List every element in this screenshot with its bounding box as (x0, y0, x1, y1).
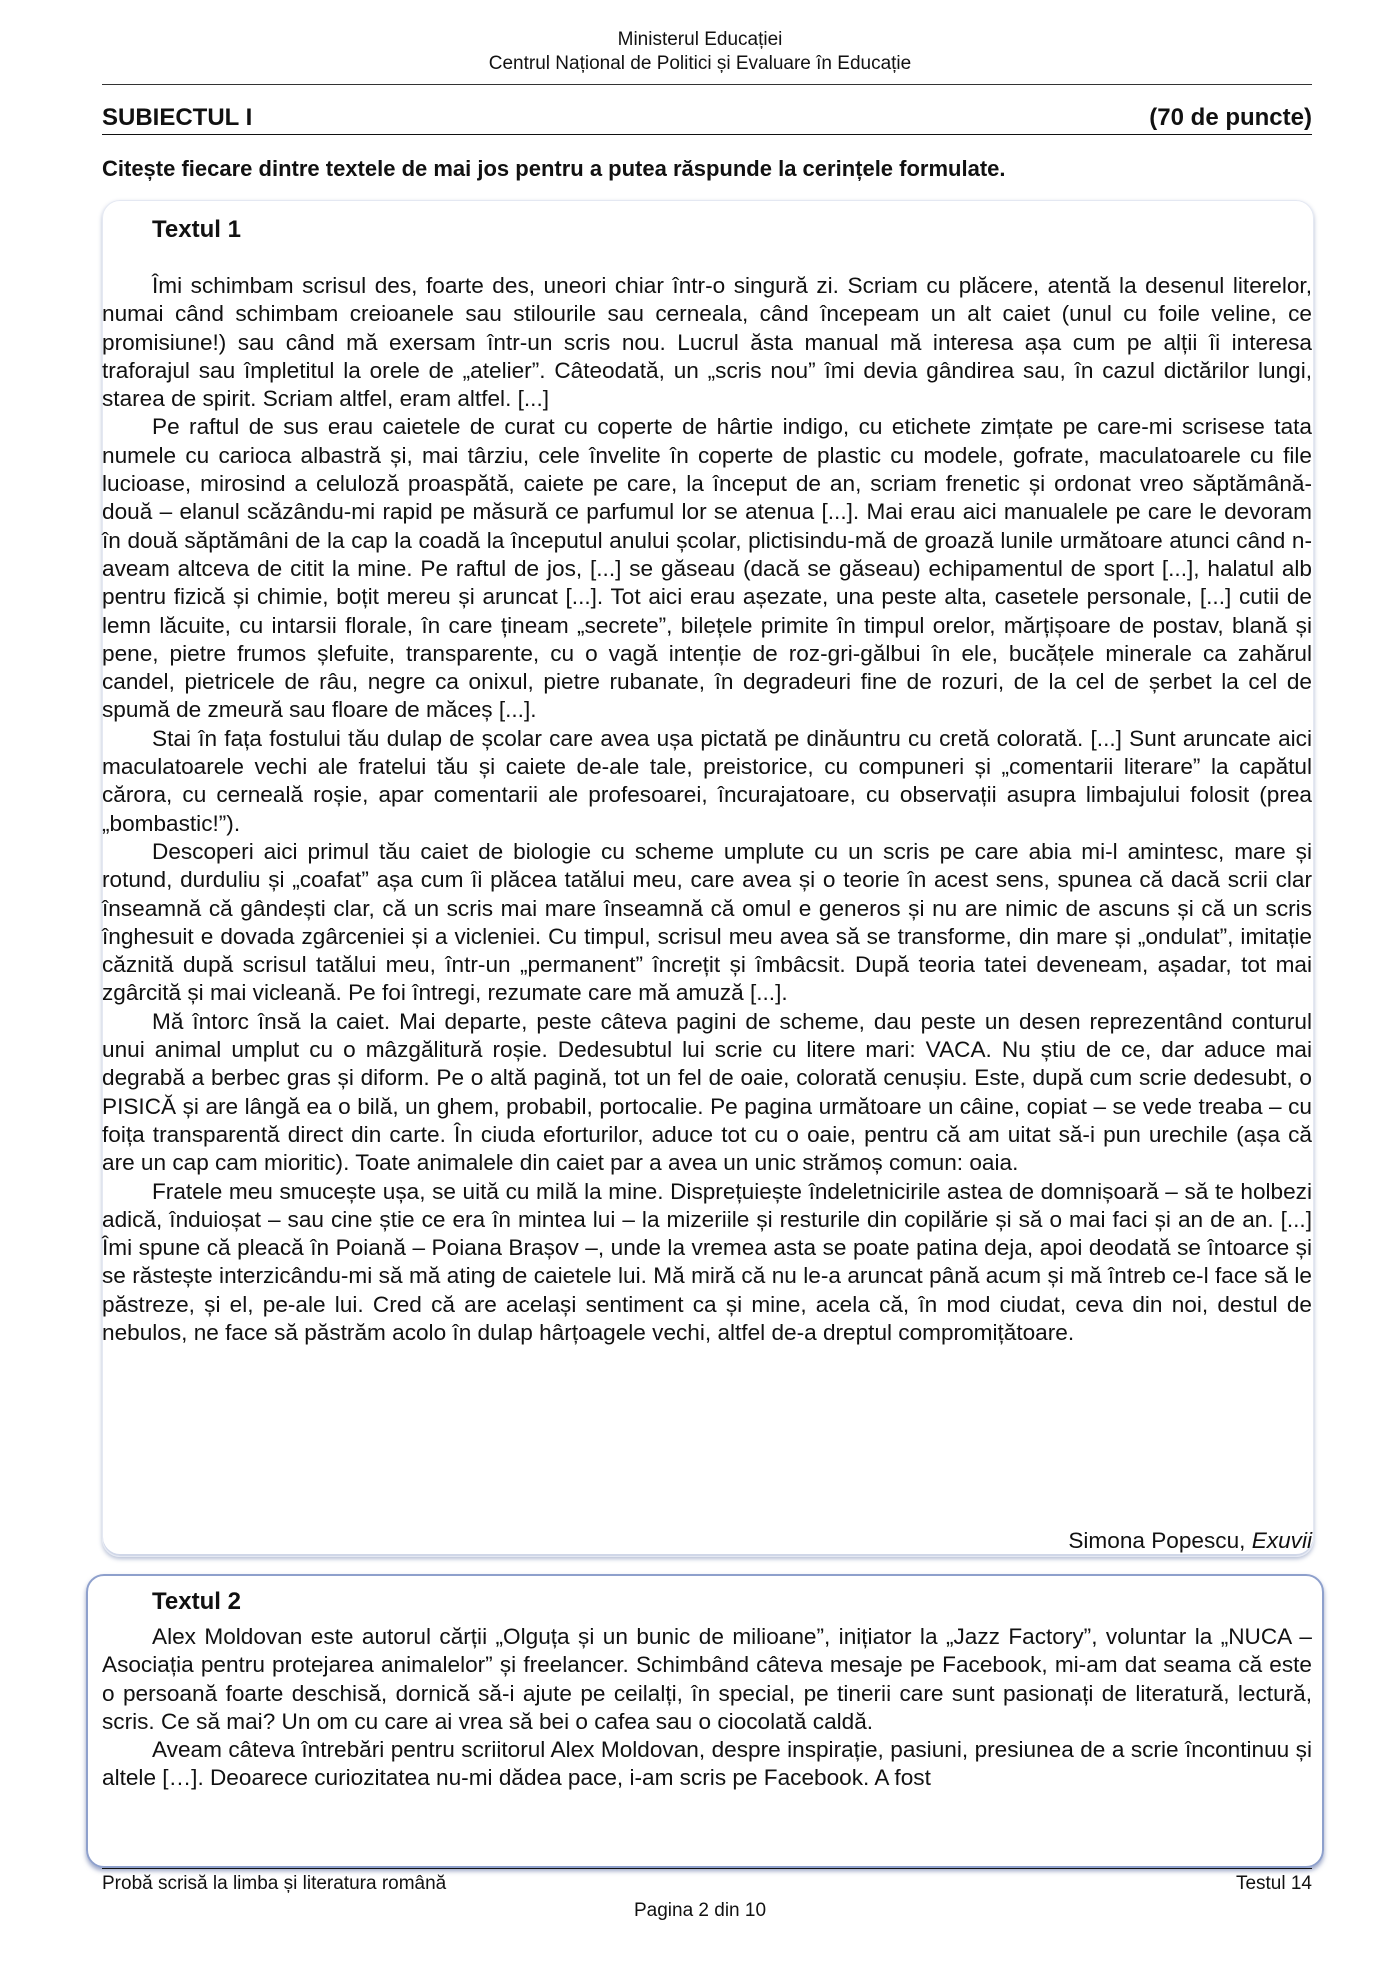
instruction-text: Citește fiecare dintre textele de mai jos pentru a putea răspunde la cerințele formulate. (102, 156, 1006, 181)
text1-paragraph: Mă întorc însă la caiet. Mai departe, peste câteva pagini de scheme, dau peste un desen reprezentând conturul unui animal umplut cu o mâzgălitură roșie. Dedesubtul lui scrie cu litere mari: VACA. Nu știu de ce, dar aduce mai degrabă a berbec gras și diform. Pe o altă pagină, tot un fel de oaie, colorată cenușiu. Este, după cum scrie dedesubt, o PISICĂ și are lângă ea o bilă, un ghem, probabil, portocalie. Pe pagina următoare un câine, copiat – se vede treaba – cu foița transparentă direct din carte. În ciuda eforturilor, aduce tot cu o oaie, pentru că am uitat să-i pun urechile (așa că are un cap cam mioritic). Toate animalele din caiet par a avea un unic strămoș comun: oaia. (102, 1008, 1312, 1176)
subject-title: SUBIECTUL I (102, 104, 253, 131)
author-name: Simona Popescu, (1068, 1528, 1246, 1553)
work-title: Exuvii (1251, 1528, 1312, 1553)
footer-test-number: Testul 14 (1235, 1873, 1312, 1894)
text2-body (102, 1623, 1312, 1793)
page-header (0, 28, 1400, 76)
center-name: Centrul Național de Politici și Evaluare în Educație (488, 53, 912, 74)
footer-exam-name: Probă scrisă la limba și literatura română (102, 1873, 447, 1894)
subject-points: (70 de puncte) (1149, 104, 1312, 131)
text2-paragraph: Alex Moldovan este autorul cărții „Olguța și un bunic de milioane”, inițiator la „Jazz Factory”, voluntar la „NUCA – Asociația pentru protejarea animalelor” și freelancer. Schimbând câteva mesaje pe Facebook, mi-am dat seama că este o persoană foarte deschisă, dornică să-i ajute pe ceilalți, în special, pe tinerii care sunt pasionați de literatură, lectură, scris. Ce să mai? Un om cu care ai vrea să bei o cafea sau o ciocolată caldă. (102, 1624, 1312, 1734)
text2-paragraph: Aveam câteva întrebări pentru scriitorul Alex Moldovan, despre inspirație, pasiuni, presiunea de a scrie încontinuu și altele […]. Deoarece curiozitatea nu-mi dădea pace, i-am scris pe Facebook. A fost (102, 1737, 1312, 1791)
text1-attribution (1068, 1528, 1312, 1554)
text1-paragraph: Descoperi aici primul tău caiet de biologie cu scheme umplute cu un scris pe care abia mi-l amintesc, mare și rotund, durduliu și „coafat” așa cum îi plăcea tatălui meu, care avea și o teorie în acest sens, spunea că dacă scrii clar înseamnă că gândești clar, că un scris mai mare înseamnă că omul e generos și nu are nimic de ascuns și că un scris înghesuit e dovada zgârceniei și a vicleniei. Cu timpul, scrisul meu avea să se transforme, din mare și „ondulat”, imitație căznită după scrisul tatălui meu, într-un „permanent” încrețit și îmbâcsit. După teoria tatei deveneam, așadar, tot mai zgârcită și mai vicleană. Pe foi întregi, rezumate care mă amuză [...]. (102, 838, 1312, 1006)
subject-heading (102, 104, 1312, 135)
text1-paragraph: Stai în fața fostului tău dulap de școlar care avea ușa pictată pe dinăuntru cu cretă colorată. [...] Sunt aruncate aici maculatoarele vechi ale fratelui tău și caiete de-ale tale, preistorice, cu compuneri și „comentarii literare” la capătul cărora, cu cerneală roșie, apar comentarii ale profesoarei, încurajatoare, cu observații asupra limbajului folosit (prea „bombastic!”). (102, 725, 1312, 836)
text1-title: Textul 1 (152, 216, 241, 243)
text1-body (102, 272, 1312, 1347)
text1-paragraph: Pe raftul de sus erau caietele de curat cu coperte de hârtie indigo, cu etichete zimțate pe care-mi scrisese tata numele cu carioca albastră și, mai târziu, cele învelite în coperte de plastic cu modele, gofrate, maculatoarele cu file lucioase, mirosind a celuloză proaspătă, caiete pe care, la început de an, scriam frenetic și ordonat vreo săptămână-două – elanul scăzându-mi rapid pe măsură ce parfumul lor se atenua [...]. Mai erau aici manualele pe care le devoram în două săptămâni de la cap la coadă la începutul anului școlar, plictisindu-mă de groază lunile următoare atunci când n-aveam altceva de citit la mine. Pe raftul de jos, [...] se găseau (dacă se găseau) echipamentul de sport [...], halatul alb pentru fizică și chimie, boțit mereu și aruncat [...]. Tot aici erau așezate, una peste alta, casetele personale, [...] cutii de lemn lăcuite, cu intarsii florale, în care țineam „secrete”, bilețele primite în timpul orelor, mărțișoare de postav, blană și pene, pietre frumos șlefuite, transparente, cu o vagă intenție de roz-gri-gălbui în ele, bucățele minerale ca zahărul candel, pietricele de râu, negre ca onixul, pietre rubanate, în degradeuri fine de rozuri, de la cel de șerbet la cel de spumă de zmeură sau floare de măceș [...]. (102, 414, 1312, 723)
ministry-name: Ministerul Educației (617, 29, 783, 50)
text1-paragraph: Îmi schimbam scrisul des, foarte des, uneori chiar într-o singură zi. Scriam cu plăcere, atentă la desenul literelor, numai când schimbam creioanele sau stilourile sau cerneala, când începeam un alt caiet (unul cu foile veline, ce promisiune!) sau când mă exersam într-un scris nou. Lucrul ăsta manual mă interesa așa cum pe alții îi interesa traforajul sau împletitul la orele de „atelier”. Câteodată, un „scris nou” îmi devia gândirea sau, în cazul dictărilor lungi, starea de spirit. Scriam altfel, eram altfel. [...] (102, 273, 1312, 412)
header-divider (102, 84, 1312, 85)
page-number: Pagina 2 din 10 (633, 1900, 767, 1921)
text1-paragraph: Fratele meu smucește ușa, se uită cu milă la mine. Disprețuiește îndeletnicirile astea de domnișoară – să te holbezi adică, înduioșat – sau cine știe ce era în mintea lui – la mizeriile și resturile din copilărie și să o mai faci și an de an. [...] Îmi spune că pleacă în Poiană – Poiana Brașov –, unde la vremea asta se poate patina deja, apoi deodată se întoarce și se răstește interzicându-mi să mă ating de caietele lui. Mă miră că nu le-a aruncat până acum și mă întreb ce-l face să le păstreze, și el, pe-ale lui. Cred că are același sentiment ca și mine, acela că, în mod ciudat, ceva din noi, destul de nebulos, ne face să păstrăm acolo în dulap hârțoagele vechi, altfel de-a dreptul compromițătoare. (102, 1178, 1312, 1345)
footer-divider (102, 1868, 1312, 1869)
text2-title: Textul 2 (152, 1588, 241, 1615)
